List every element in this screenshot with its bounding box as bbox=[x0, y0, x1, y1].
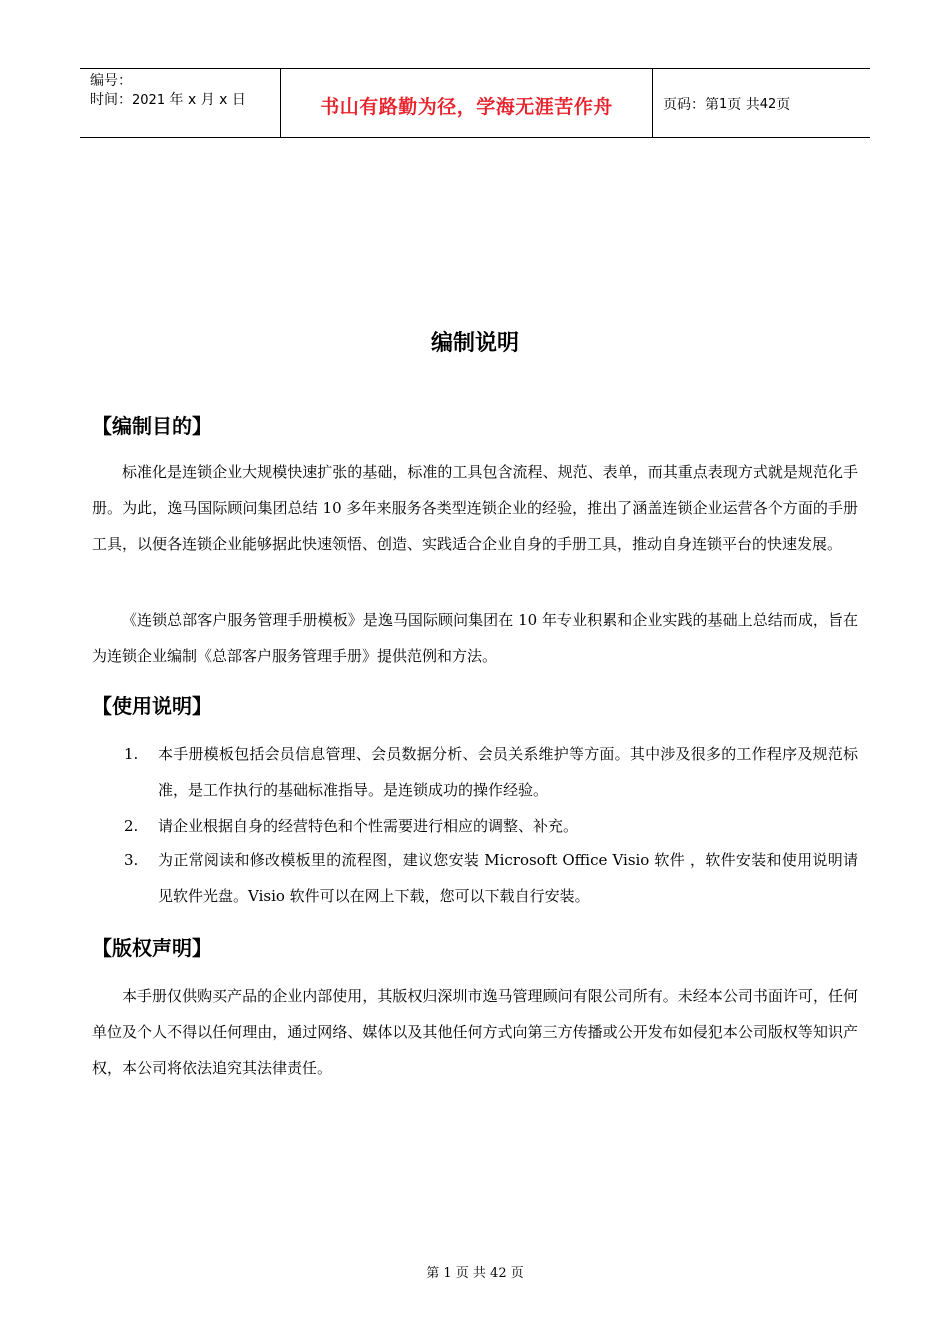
date-rest: 年 x 月 x 日 bbox=[165, 92, 246, 108]
header-page-number bbox=[653, 69, 870, 137]
date-label: 时间： bbox=[90, 92, 132, 108]
header-motto-cell bbox=[281, 69, 653, 137]
page-prefix: 页码：第 bbox=[663, 97, 719, 113]
page-title: 编制说明 bbox=[430, 331, 519, 356]
list-item bbox=[124, 842, 858, 914]
page-suffix: 页 bbox=[776, 97, 791, 113]
list-item-text: 请企业根据自身的经营特色和个性需要进行相应的调整、补充。 bbox=[158, 817, 579, 835]
section-heading-purpose: 【编制目的】 bbox=[92, 414, 212, 438]
date-line bbox=[90, 91, 280, 110]
page-mid: 页 共 bbox=[727, 97, 760, 113]
section-heading-usage: 【使用说明】 bbox=[92, 694, 212, 718]
copyright-paragraph: 本手册仅供购买产品的企业内部使用，其版权归深圳市逸马管理顾问有限公司所有。未经本公司书面许可，任何单位及个人不得以任何理由，通过网络、媒体以及其他任何方式向第三方传播或公开发布如侵犯本公司版权等知识产权，本公司将依法追究其法律责任。 bbox=[92, 987, 858, 1077]
list-item-number: 3. bbox=[124, 851, 139, 869]
page-header bbox=[80, 68, 870, 138]
page-total: 42 bbox=[759, 96, 777, 112]
date-year: 2021 bbox=[132, 93, 166, 108]
purpose-paragraph-1: 标准化是连锁企业大规模快速扩张的基础，标准的工具包含流程、规范、表单，而其重点表现方式就是规范化手册。为此，逸马国际顾问集团总结 10 多年来服务各类型连锁企业的经验，推出了涵盖连锁企业运营各个方面的手册工具，以便各连锁企业能够据此快速领悟、创造、实践适合企业自身的手册工具，推动自身连锁平台的快速发展。 bbox=[92, 463, 858, 553]
section-heading-copyright: 【版权声明】 bbox=[92, 936, 212, 960]
list-item-number: 1. bbox=[124, 745, 139, 763]
motto: 书山有路勤为径，学海无涯苦作舟 bbox=[320, 95, 613, 118]
page-current: 1 bbox=[719, 96, 728, 112]
purpose-paragraph-2: 《连锁总部客户服务管理手册模板》是逸马国际顾问集团在 10 年专业积累和企业实践的基础上总结而成，旨在为连锁企业编制《总部客户服务管理手册》提供范例和方法。 bbox=[92, 611, 858, 665]
header-meta bbox=[80, 69, 281, 137]
list-item bbox=[124, 736, 858, 808]
list-item-text: 本手册模板包括会员信息管理、会员数据分析、会员关系维护等方面。其中涉及很多的工作程序及规范标准，是工作执行的基础标准指导。是连锁成功的操作经验。 bbox=[158, 745, 858, 799]
list-item-number: 2. bbox=[124, 817, 139, 835]
page-footer: 第 1 页 共 42 页 bbox=[426, 1266, 524, 1281]
list-item bbox=[124, 808, 858, 844]
number-label: 编号： bbox=[90, 73, 132, 89]
list-item-text: 为正常阅读和修改模板里的流程图，建议您安装 Microsoft Office Visio 软件 ，软件安装和使用说明请见软件光盘。Visio 软件可以在网上下载，您可以下载自行安装。 bbox=[158, 851, 858, 905]
